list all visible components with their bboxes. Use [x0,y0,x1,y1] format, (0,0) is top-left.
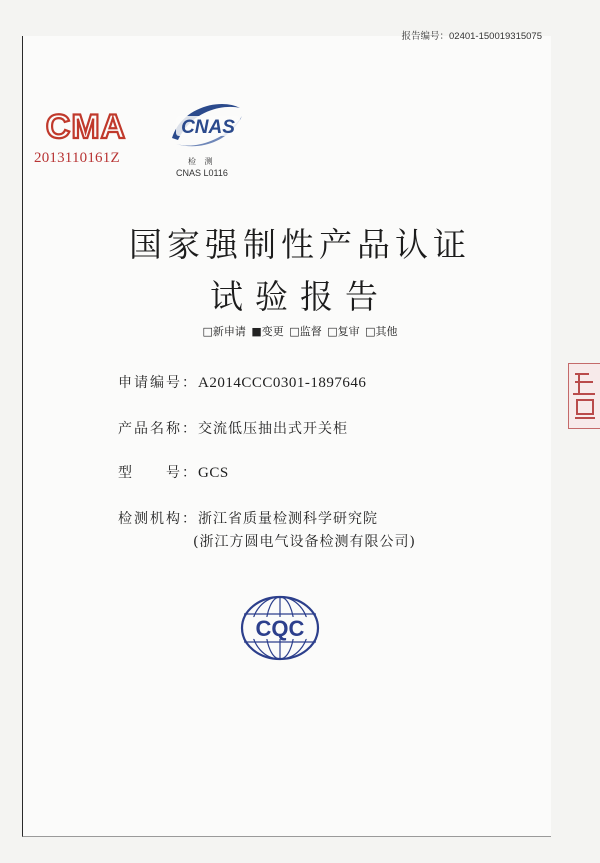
report-type-other [365,325,397,338]
checkbox-icon: □ [289,325,300,338]
report-type-label: 监督 [299,325,322,338]
seal-stamp [568,363,600,429]
report-type-supervision [289,325,321,338]
model-label: 型 号： [118,465,198,481]
cnas-code: CNAS L0116 [176,168,228,178]
report-title: 国家强制性产品认证 [129,225,471,264]
testing-org-label: 检测机构： [118,511,198,527]
checkbox-checked-icon: ■ [251,325,262,338]
report-type-label: 复审 [337,325,360,338]
report-type-options [0,323,600,339]
report-type-review [327,325,359,338]
model-row [118,462,229,482]
cma-logo-text: CMA [45,108,127,144]
report-number: 报告编号：02401-150019315075 [401,31,542,42]
cnas-logo-text: CNAS [181,117,235,138]
testing-org-value-line2: (浙江方圆电气设备检测有限公司) [193,534,416,550]
product-name-label: 产品名称： [118,421,198,437]
report-type-label: 新申请 [212,325,246,338]
cnas-logo [162,94,248,154]
testing-org-value: 浙江省质量检测科学研究院 [198,511,378,527]
cma-logo [40,108,132,144]
checkbox-icon: □ [327,325,338,338]
product-name-value: 交流低压抽出式开关柜 [198,421,348,437]
report-type-label: 其他 [375,325,398,338]
product-name-row [118,418,348,438]
report-type-new [202,325,245,338]
testing-org-row [118,508,378,528]
cqc-logo-text: CQC [255,616,305,641]
model-value: GCS [198,465,229,481]
application-number-value: A2014CCC0301-1897646 [198,375,367,391]
checkbox-icon: □ [202,325,213,338]
report-type-label: 变更 [261,325,284,338]
application-number-label: 申请编号： [118,375,198,391]
report-subtitle: 试验报告 [210,277,390,316]
checkbox-icon: □ [365,325,376,338]
cma-code: 2013110161Z [34,150,120,166]
cnas-subtitle: 检 测 [188,157,216,166]
application-number-row [118,372,366,392]
report-type-change [251,325,283,338]
cqc-logo [236,594,324,662]
